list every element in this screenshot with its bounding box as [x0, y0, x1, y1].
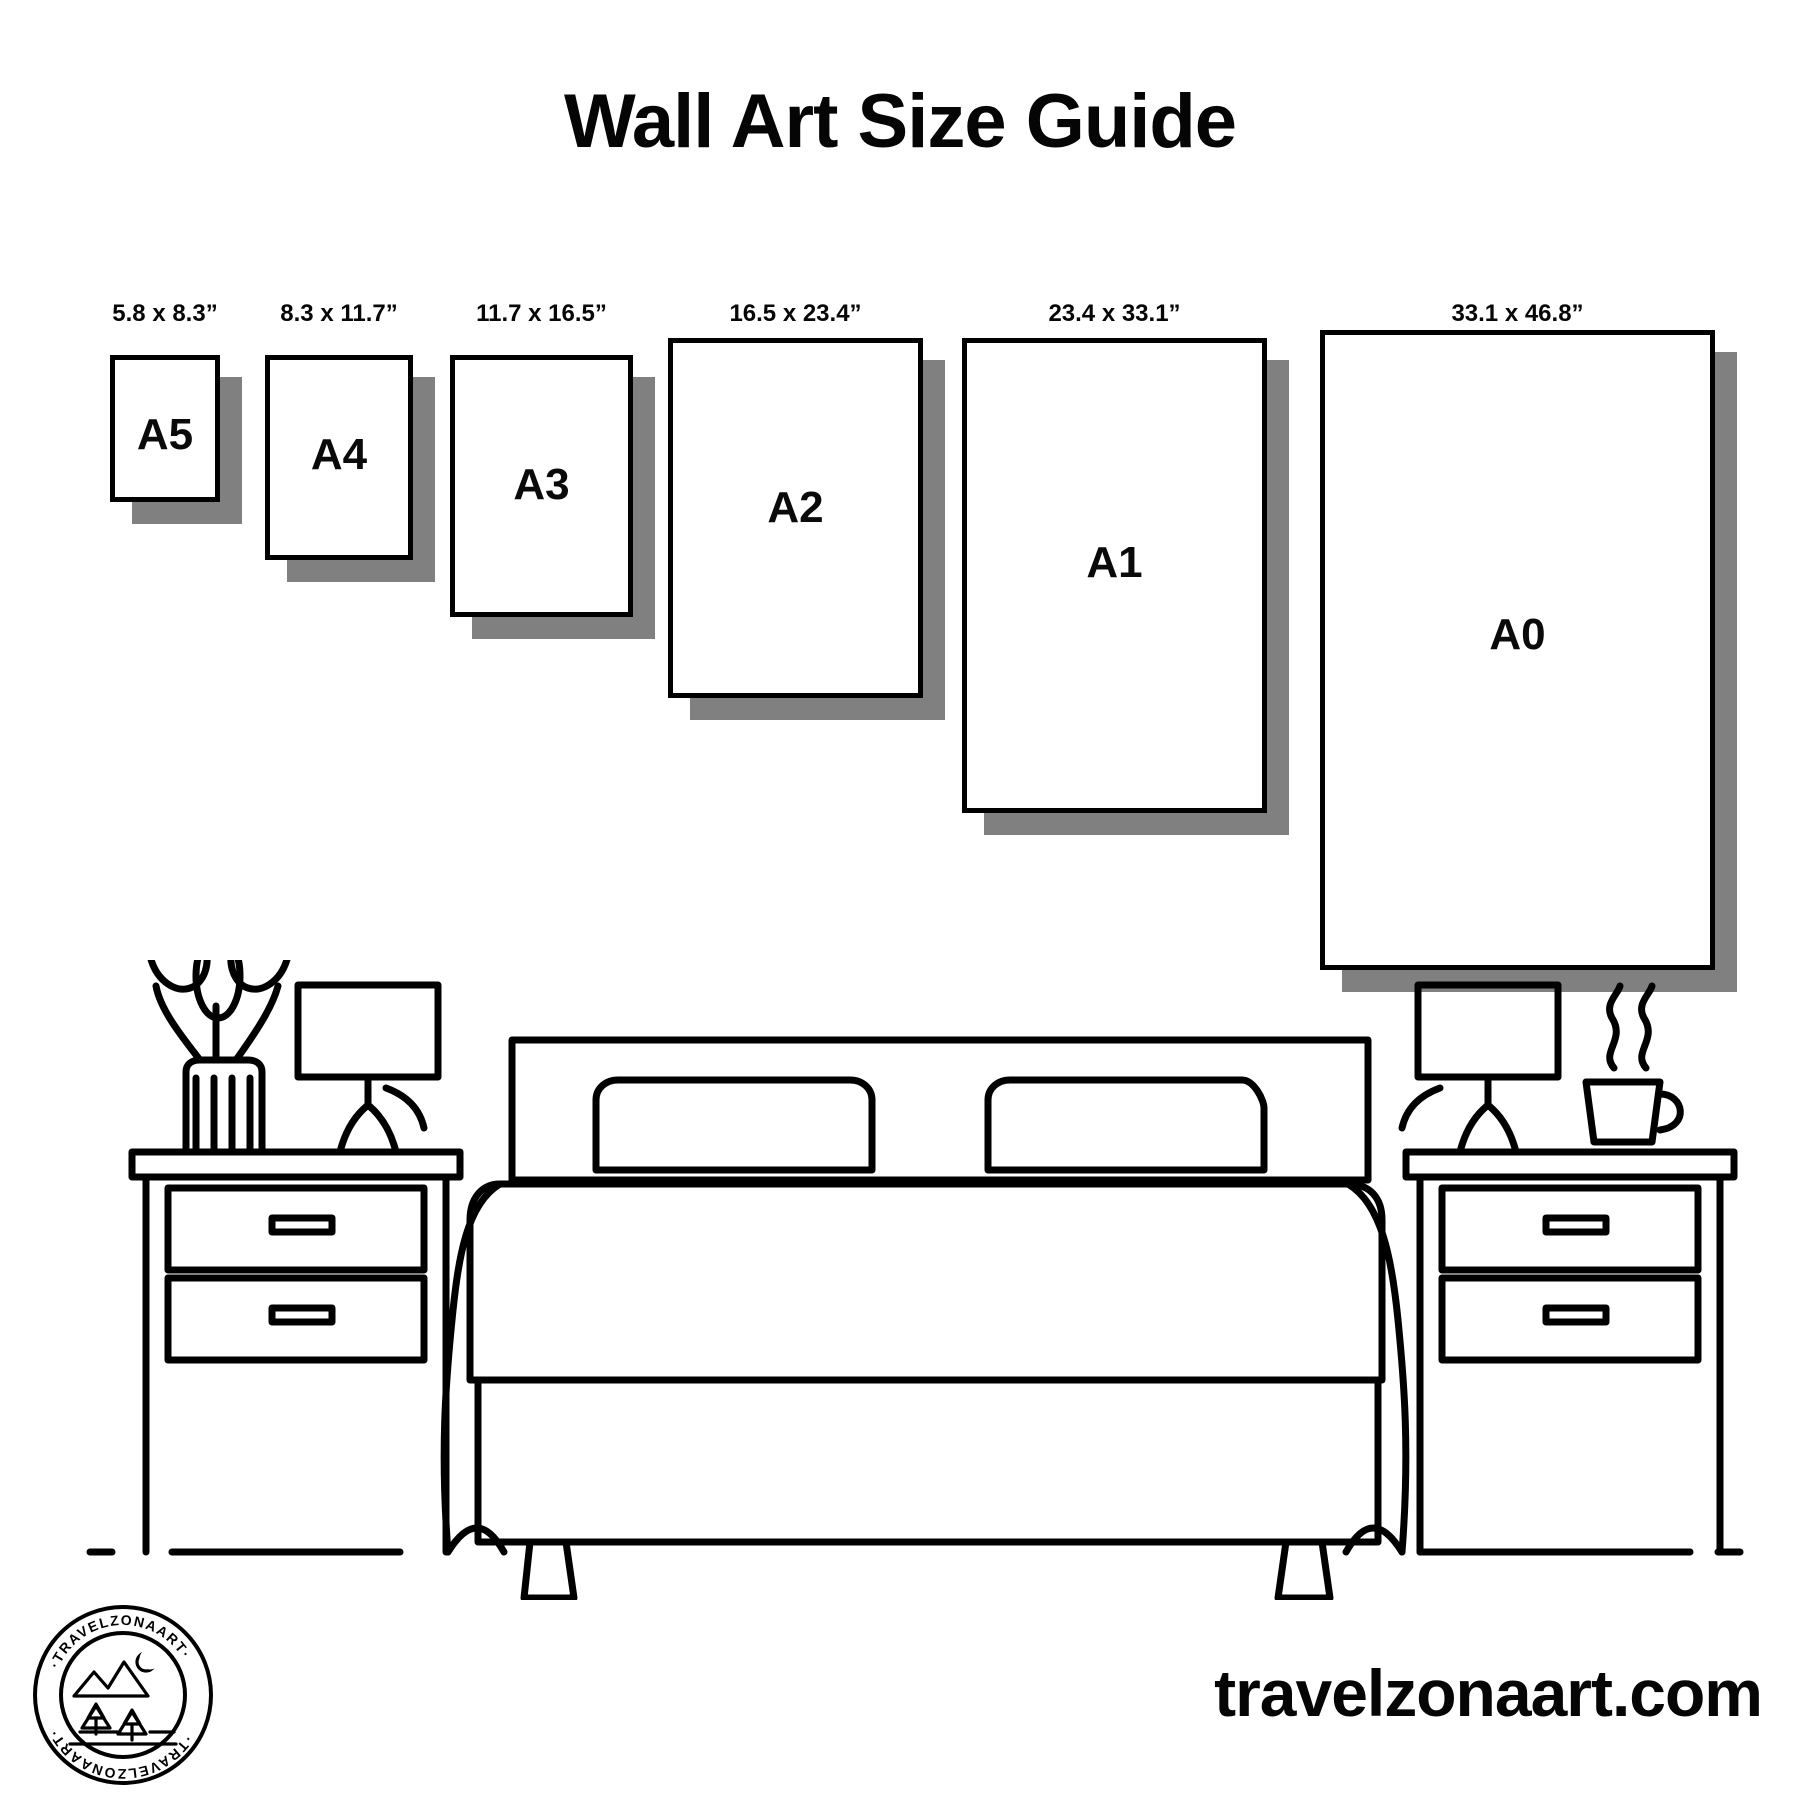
- brand-logo-icon: [28, 1600, 218, 1790]
- pillow-left: [596, 1080, 872, 1170]
- frame-dimension-label: 23.4 x 33.1”: [1048, 300, 1181, 327]
- frame-size-name: A4: [310, 430, 368, 479]
- nightstand-left: [132, 1152, 460, 1552]
- bed: [444, 1040, 1406, 1598]
- frame-dimension-label: 16.5 x 23.4”: [729, 300, 862, 327]
- frame-size-name: A5: [136, 410, 194, 459]
- website-url[interactable]: travelzonaart.com: [1214, 1656, 1762, 1730]
- table-lamp-left: [298, 985, 438, 1152]
- coffee-cup: [1586, 986, 1680, 1142]
- nightstand-right: [1406, 1152, 1734, 1552]
- bedroom-illustration: [0, 960, 1800, 1600]
- svg-text:·TRAVELZONAART·: ·TRAVELZONAART·: [44, 1725, 197, 1783]
- pillow-right: [988, 1080, 1264, 1170]
- page-title: Wall Art Size Guide: [563, 79, 1237, 164]
- plant-vase: [140, 960, 299, 1152]
- frame-size-name: A0: [1489, 610, 1546, 659]
- frame-dimension-label: 5.8 x 8.3”: [112, 300, 218, 327]
- frame-dimension-label: 11.7 x 16.5”: [476, 300, 607, 327]
- frame-dimension-label: 33.1 x 46.8”: [1451, 300, 1584, 327]
- frame-size-name: A3: [513, 460, 570, 509]
- svg-text:·TRAVELZONAART·: ·TRAVELZONAART·: [45, 1611, 195, 1671]
- frame-size-name: A2: [767, 483, 824, 532]
- frame-size-name: A1: [1086, 538, 1143, 587]
- frame-dimension-label: 8.3 x 11.7”: [280, 300, 398, 327]
- table-lamp-right: [1402, 985, 1558, 1152]
